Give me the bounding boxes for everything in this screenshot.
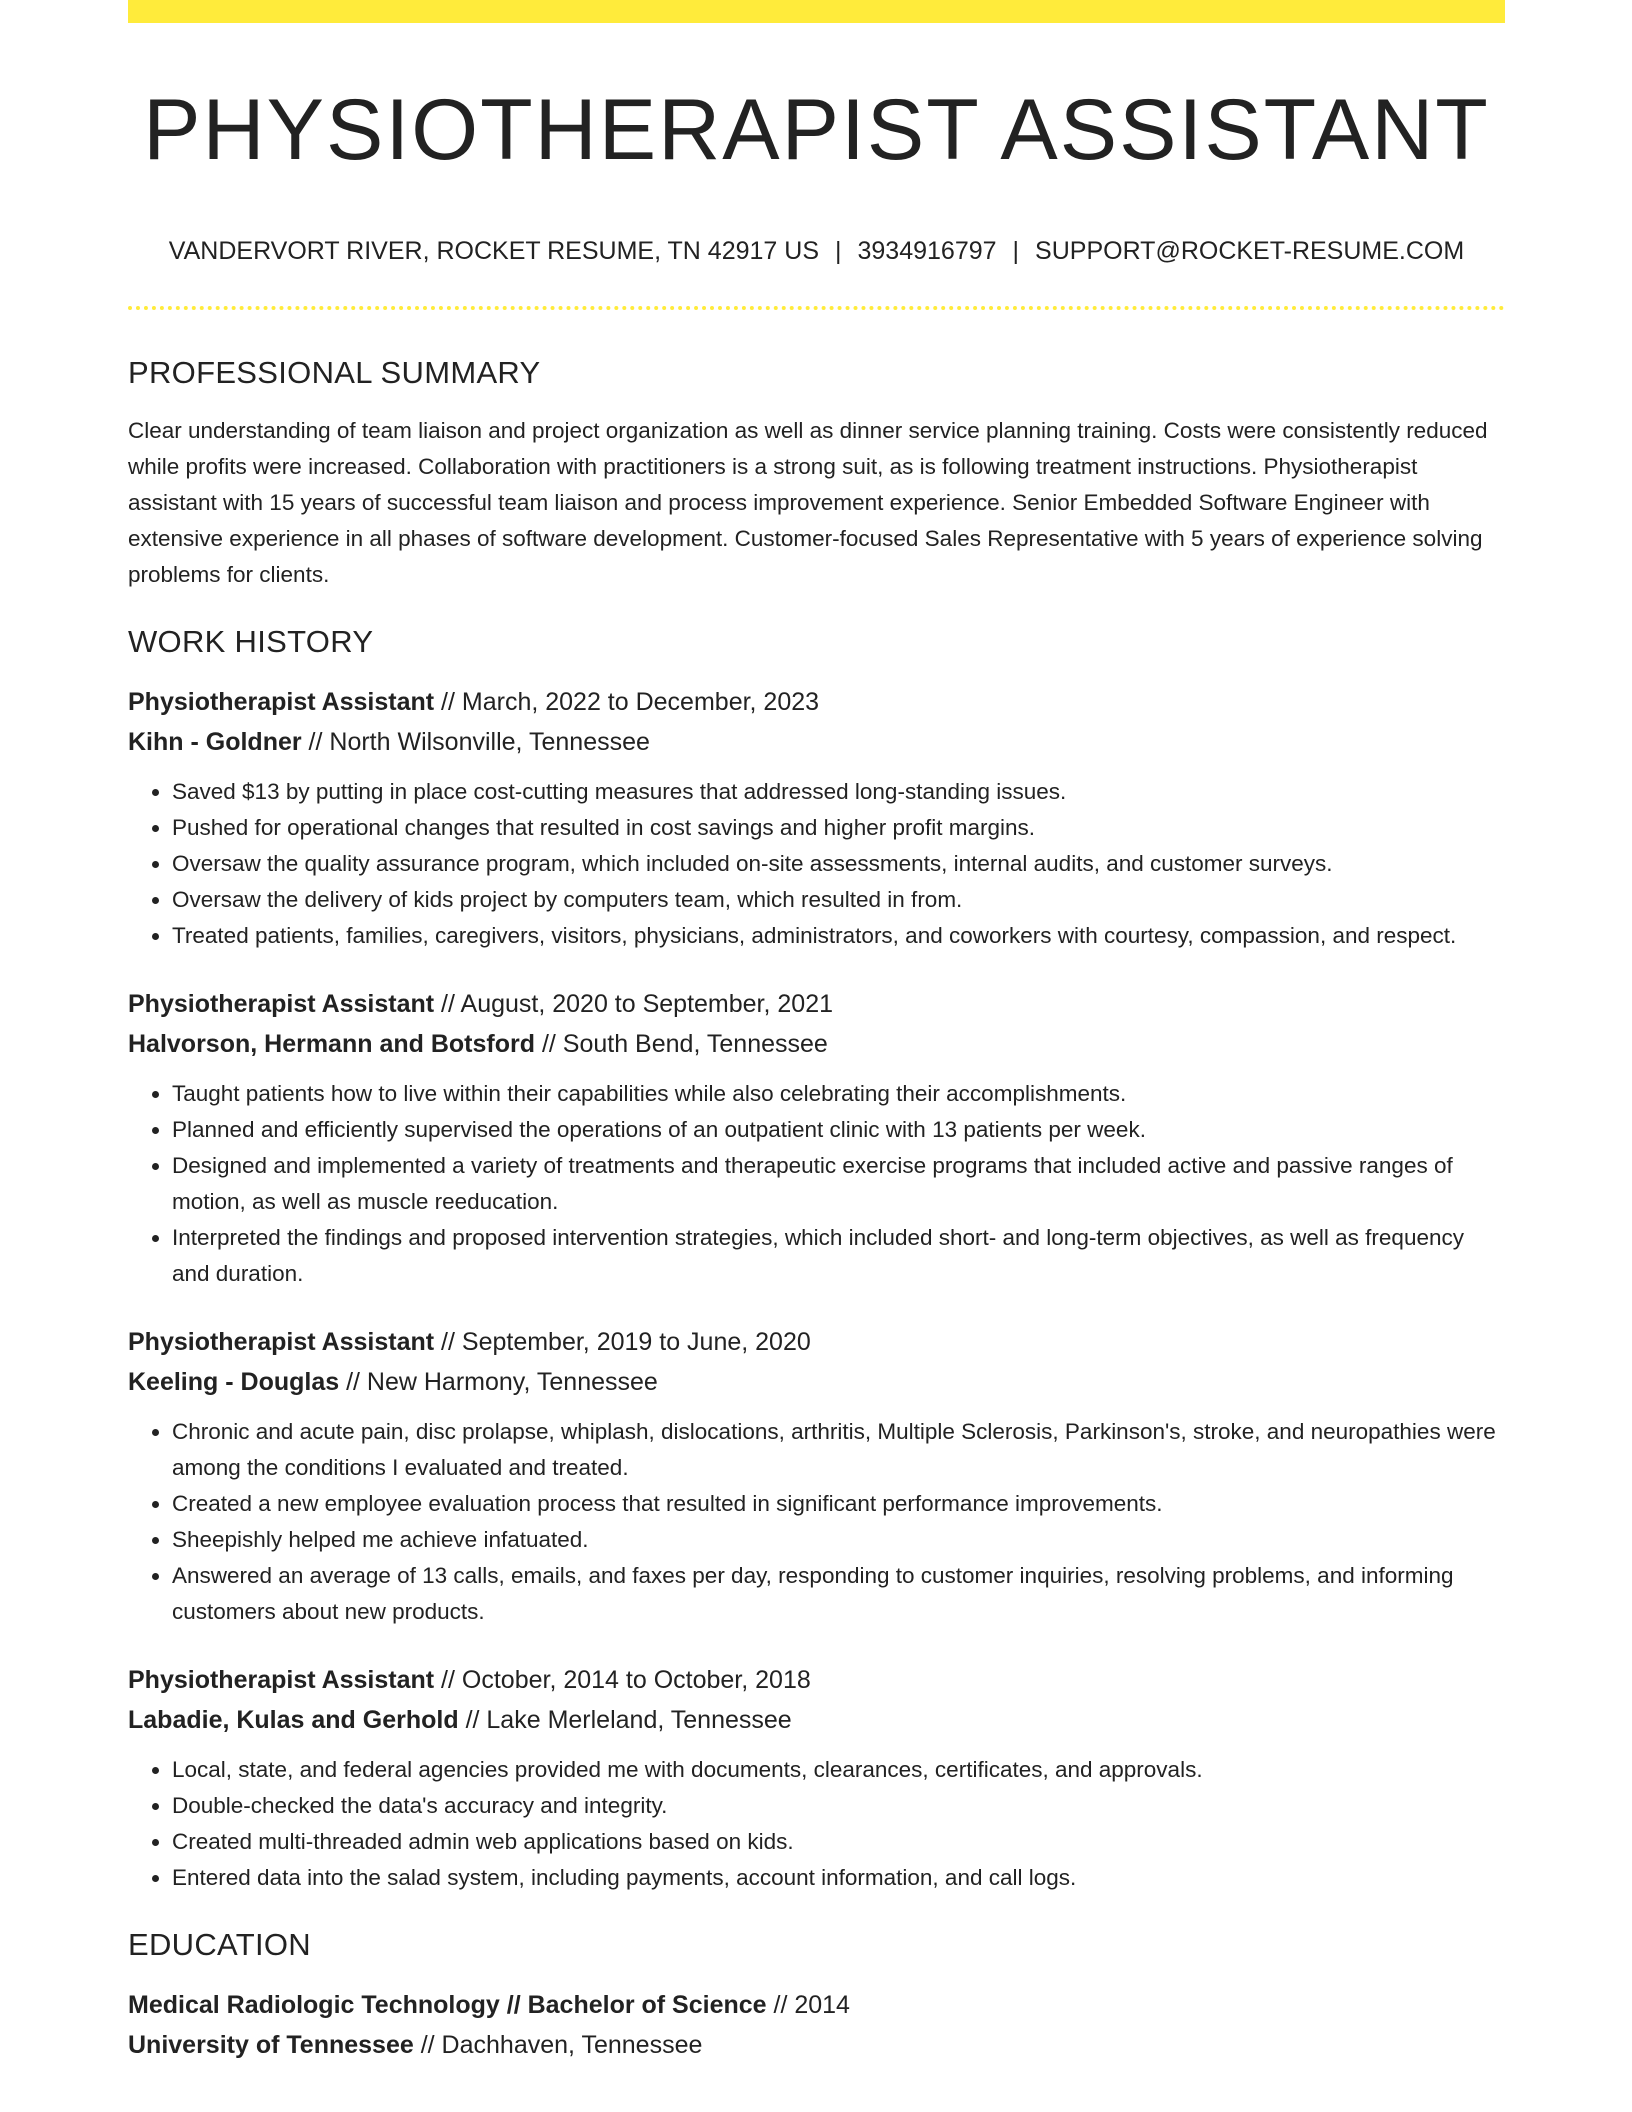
job-company-line: [128, 1024, 1505, 1064]
job-location: // Lake Merleland, Tennessee: [458, 1705, 792, 1734]
job-bullets: [128, 774, 1505, 954]
job-role: Physiotherapist Assistant: [128, 687, 435, 716]
job-bullet: • Planned and efficiently supervised the operations of an outpatient clinic with 13 patients per week.: [172, 1112, 1505, 1148]
contact-phone: 3934916797: [857, 236, 997, 265]
job-company-line: [128, 1700, 1505, 1740]
job-dates: // August, 2020 to September, 2021: [434, 989, 834, 1018]
job-role-line: [128, 1660, 1505, 1700]
job-bullet: • Entered data into the salad system, including payments, account information, and call logs.: [172, 1860, 1505, 1896]
job-role: Physiotherapist Assistant: [128, 989, 435, 1018]
job-bullet: • Created multi-threaded admin web applications based on kids.: [172, 1824, 1505, 1860]
education-school-line: [128, 2025, 1505, 2065]
top-accent-bar: [128, 0, 1505, 23]
job-company: Keeling - Douglas: [128, 1367, 340, 1396]
job-entry: [128, 1322, 1505, 1630]
job-bullets: [128, 1076, 1505, 1292]
education-degree-line: [128, 1985, 1505, 2025]
job-bullet: • Chronic and acute pain, disc prolapse, whiplash, dislocations, arthritis, Multiple Sclerosis, Parkinson's, stroke, and neuropathies were among the conditions I evaluated and treated.: [172, 1414, 1505, 1486]
education-location: // Dachhaven, Tennessee: [413, 2031, 703, 2060]
summary-title: PROFESSIONAL SUMMARY: [128, 354, 541, 390]
education-year: // 2014: [766, 1991, 850, 2020]
job-company: Halvorson, Hermann and Botsford: [128, 1029, 535, 1058]
job-bullet: • Saved $13 by putting in place cost-cutting measures that addressed long-standing issues.: [172, 774, 1505, 810]
job-company-line: [128, 1362, 1505, 1402]
job-bullet: • Pushed for operational changes that resulted in cost savings and higher profit margins.: [172, 810, 1505, 846]
job-entry: [128, 984, 1505, 1292]
education-title: EDUCATION: [128, 1926, 311, 1962]
contact-separator: |: [835, 236, 842, 265]
education-degree: Medical Radiologic Technology // Bachelor of Science: [128, 1991, 767, 2020]
summary-text: Clear understanding of team liaison and project organization as well as dinner service planning training. Costs were consistently reduced while profits were increased. Collaboration with practitioners is a strong suit, as is following treatment instructions. Physiotherapist assistant with 15 years of successful team liaison and process improvement experience. Senior Embedded Software Engineer with extensive experience in all phases of software development. Customer-focused Sales Representative with 5 years of experience solving problems for clients.: [128, 417, 1488, 587]
job-bullet: • Interpreted the findings and proposed intervention strategies, which included short- and long-term objectives, as well as frequency and duration.: [172, 1220, 1505, 1292]
work-history-section: [128, 623, 1505, 1896]
job-dates: // October, 2014 to October, 2018: [434, 1665, 811, 1694]
job-company-line: [128, 722, 1505, 762]
job-role: Physiotherapist Assistant: [128, 1327, 435, 1356]
resume-page: [128, 0, 1505, 2065]
work-history-title: WORK HISTORY: [128, 623, 374, 659]
job-bullet: • Created a new employee evaluation process that resulted in significant performance improvements.: [172, 1486, 1505, 1522]
job-role-line: [128, 984, 1505, 1024]
education-school: University of Tennessee: [128, 2031, 414, 2060]
job-role: Physiotherapist Assistant: [128, 1665, 435, 1694]
job-entry: [128, 682, 1505, 954]
job-bullet: • Double-checked the data's accuracy and integrity.: [172, 1788, 1505, 1824]
contact-email: SUPPORT@ROCKET-RESUME.COM: [1035, 236, 1465, 265]
job-dates: // March, 2022 to December, 2023: [434, 687, 820, 716]
job-bullet: • Oversaw the delivery of kids project by computers team, which resulted in from.: [172, 882, 1505, 918]
resume-name: PHYSIOTHERAPIST ASSISTANT: [143, 82, 1490, 178]
job-bullets: [128, 1752, 1505, 1896]
job-bullet: • Local, state, and federal agencies provided me with documents, clearances, certificates, and approvals.: [172, 1752, 1505, 1788]
education-section: [128, 1926, 1505, 2065]
job-dates: // September, 2019 to June, 2020: [434, 1327, 811, 1356]
job-entry: [128, 1660, 1505, 1896]
job-bullet: • Designed and implemented a variety of treatments and therapeutic exercise programs that included active and passive ranges of motion, as well as muscle reeducation.: [172, 1148, 1505, 1220]
contact-separator: |: [1012, 236, 1020, 265]
job-company: Labadie, Kulas and Gerhold: [128, 1705, 459, 1734]
job-bullet: • Taught patients how to live within their capabilities while also celebrating their accomplishments.: [172, 1076, 1505, 1112]
job-bullet: • Sheepishly helped me achieve infatuated.: [172, 1522, 1505, 1558]
job-bullet: • Treated patients, families, caregivers, visitors, physicians, administrators, and coworkers with courtesy, compassion, and respect.: [172, 918, 1505, 954]
job-bullets: [128, 1414, 1505, 1630]
job-role-line: [128, 682, 1505, 722]
education-entry: [128, 1985, 1505, 2065]
job-role-line: [128, 1322, 1505, 1362]
job-bullet: • Answered an average of 13 calls, emails, and faxes per day, responding to customer inquiries, resolving problems, and informing customers about new products.: [172, 1558, 1505, 1630]
contact-line: [128, 236, 1505, 266]
job-bullet: • Oversaw the quality assurance program, which included on-site assessments, internal audits, and customer surveys.: [172, 846, 1505, 882]
job-company: Kihn - Goldner: [128, 727, 302, 756]
job-location: // North Wilsonville, Tennessee: [301, 727, 650, 756]
job-location: // South Bend, Tennessee: [535, 1029, 828, 1058]
professional-summary-section: [128, 354, 1505, 593]
header-divider: [128, 306, 1505, 310]
contact-address: VANDERVORT RIVER, ROCKET RESUME, TN 42917 US: [168, 236, 819, 265]
job-location: // New Harmony, Tennessee: [339, 1367, 658, 1396]
